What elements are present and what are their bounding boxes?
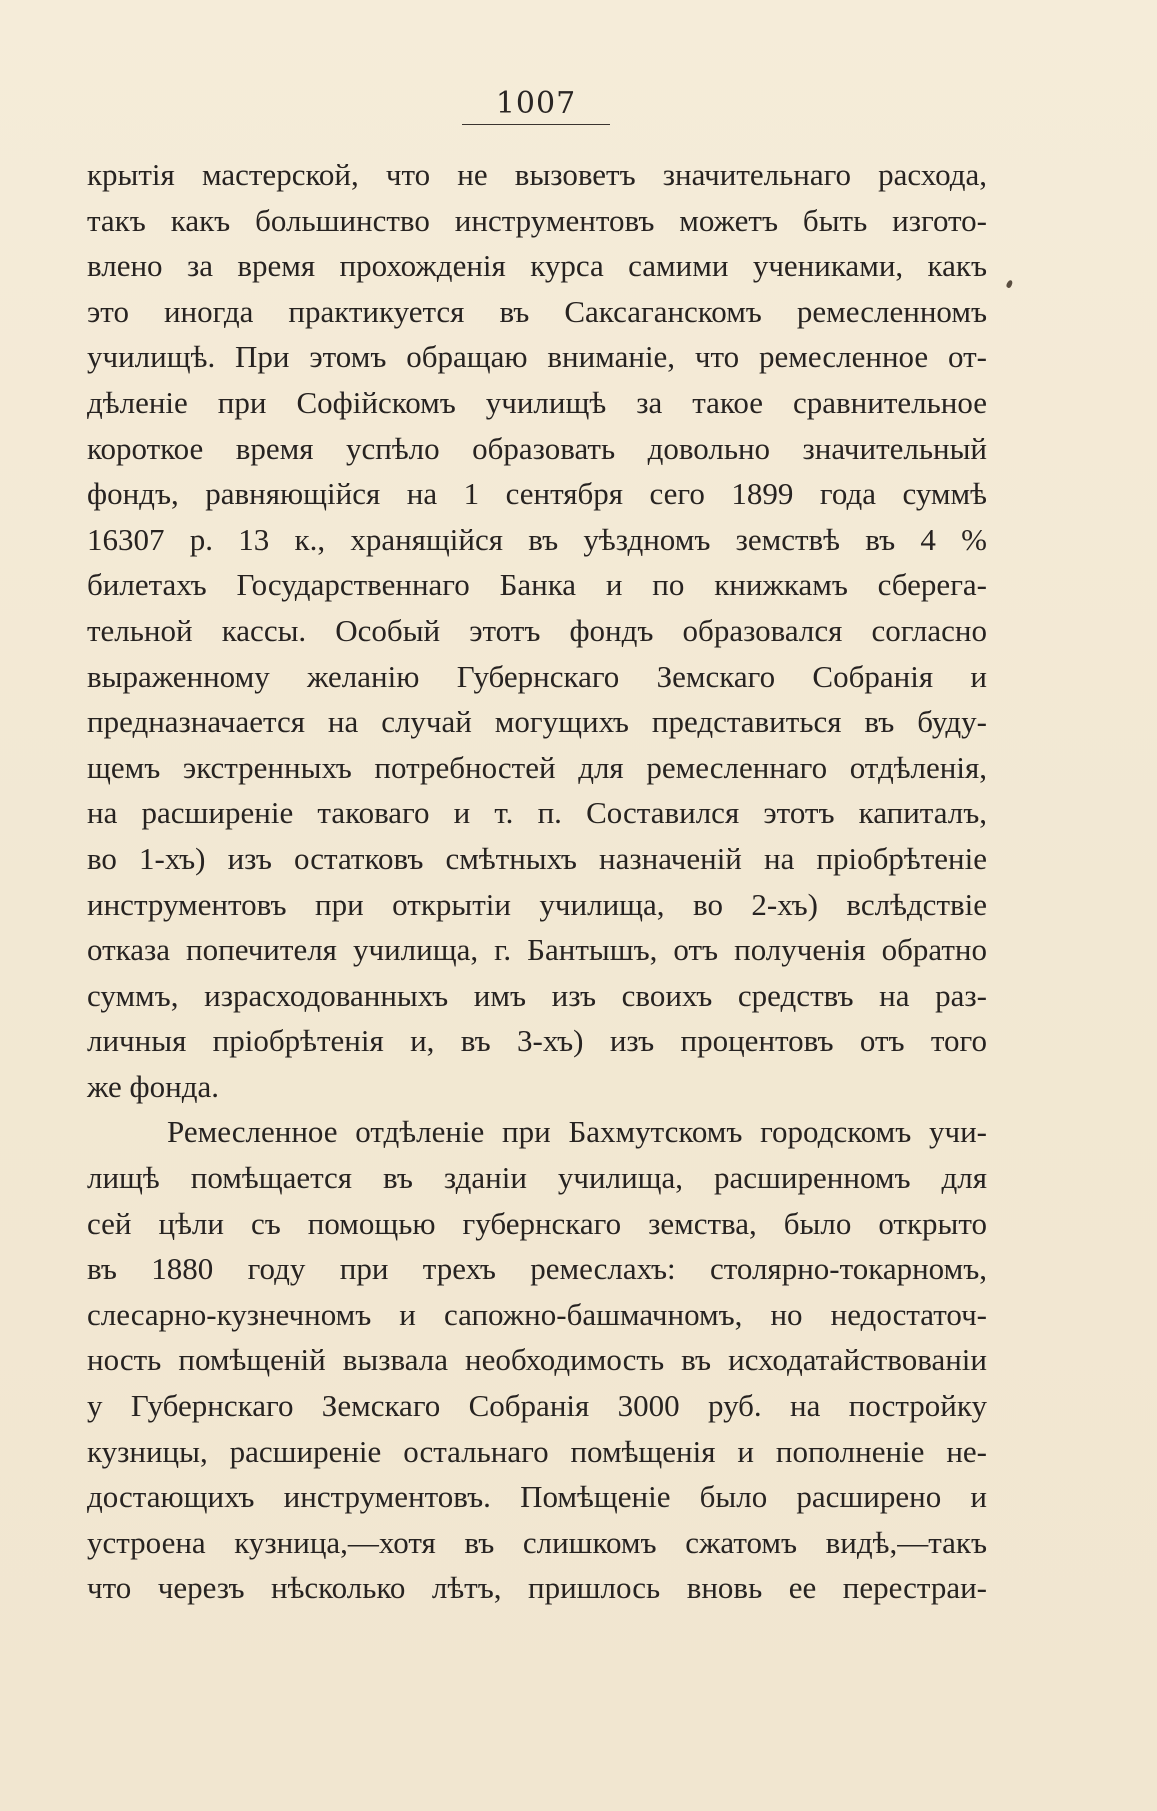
text-line: достающихъ инструментовъ. Помѣщеніе было расширено и bbox=[87, 1479, 987, 1515]
page-number-rule bbox=[462, 124, 610, 125]
text-line: отказа попечителя училища, г. Бантышъ, отъ полученія обратно bbox=[87, 932, 987, 968]
text-line: инструментовъ при открытіи училища, во 2-хъ) вслѣдствіе bbox=[87, 886, 987, 922]
text-line: короткое время успѣло образовать довольно значительный bbox=[87, 430, 987, 466]
text-line: же фонда. bbox=[87, 1068, 219, 1104]
text-line: крытія мастерской, что не вызоветъ значительнаго расхода, bbox=[87, 157, 987, 192]
text-line: кузницы, расширеніе остальнаго помѣщенія и пополненіе не- bbox=[87, 1433, 987, 1469]
body-text bbox=[87, 152, 987, 1611]
text-line: ность помѣщеній вызвала необходимость въ исходатайствованіи bbox=[87, 1342, 987, 1378]
text-line: 16307 р. 13 к., хранящійся въ уѣздномъ земствѣ въ 4 % bbox=[87, 521, 987, 557]
text-line: дѣленіе при Софійскомъ училищѣ за такое сравнительное bbox=[87, 384, 987, 420]
text-line: лищѣ помѣщается въ зданіи училища, расширенномъ для bbox=[87, 1160, 987, 1196]
text-line: на расширеніе таковаго и т. п. Составился этотъ капиталъ, bbox=[87, 795, 987, 831]
paragraph-start-line: Ремесленное отдѣленіе при Бахмутскомъ городскомъ учи- bbox=[167, 1114, 987, 1150]
text-line: суммъ, израсходованныхъ имъ изъ своихъ средствъ на раз- bbox=[87, 977, 987, 1013]
text-line: устроена кузница,—хотя въ слишкомъ сжатомъ видѣ,—такъ bbox=[87, 1524, 987, 1560]
text-line: сей цѣли съ помощью губернскаго земства, было открыто bbox=[87, 1205, 987, 1241]
text-line: тельной кассы. Особый этотъ фондъ образовался согласно bbox=[87, 612, 987, 648]
text-line: въ 1880 году при трехъ ремеслахъ: столярно-токарномъ, bbox=[87, 1251, 987, 1287]
text-line: влено за время прохожденія курса самими учениками, какъ bbox=[87, 248, 987, 284]
text-line: билетахъ Государственнаго Банка и по книжкамъ сберега- bbox=[87, 567, 987, 603]
text-line: что черезъ нѣсколько лѣтъ, пришлось вновь ее перестраи- bbox=[87, 1570, 987, 1606]
text-line: у Губернскаго Земскаго Собранія 3000 руб. на постройку bbox=[87, 1388, 987, 1424]
text-line: личныя пріобрѣтенія и, въ 3-хъ) изъ процентовъ отъ того bbox=[87, 1023, 987, 1059]
page-number: 1007 bbox=[495, 86, 577, 121]
text-line: слесарно-кузнечномъ и сапожно-башмачномъ, но недостаточ- bbox=[87, 1296, 987, 1332]
text-line: такъ какъ большинство инструментовъ можетъ быть изгото- bbox=[87, 202, 987, 238]
ink-speck bbox=[1006, 279, 1014, 288]
text-line: выраженному желанію Губернскаго Земскаго Собранія и bbox=[87, 658, 987, 694]
text-line: щемъ экстренныхъ потребностей для ремесленнаго отдѣленія, bbox=[87, 749, 987, 785]
text-line: это иногда практикуется въ Саксаганскомъ ремесленномъ bbox=[87, 293, 987, 329]
text-line: фондъ, равняющійся на 1 сентября сего 1899 года суммѣ bbox=[87, 476, 987, 512]
text-line: училищѣ. При этомъ обращаю вниманіе, что ремесленное от- bbox=[87, 339, 987, 375]
text-line: во 1-хъ) изъ остатковъ смѣтныхъ назначеній на пріобрѣтеніе bbox=[87, 840, 987, 876]
text-line: предназначается на случай могущихъ представиться въ буду- bbox=[87, 704, 987, 740]
